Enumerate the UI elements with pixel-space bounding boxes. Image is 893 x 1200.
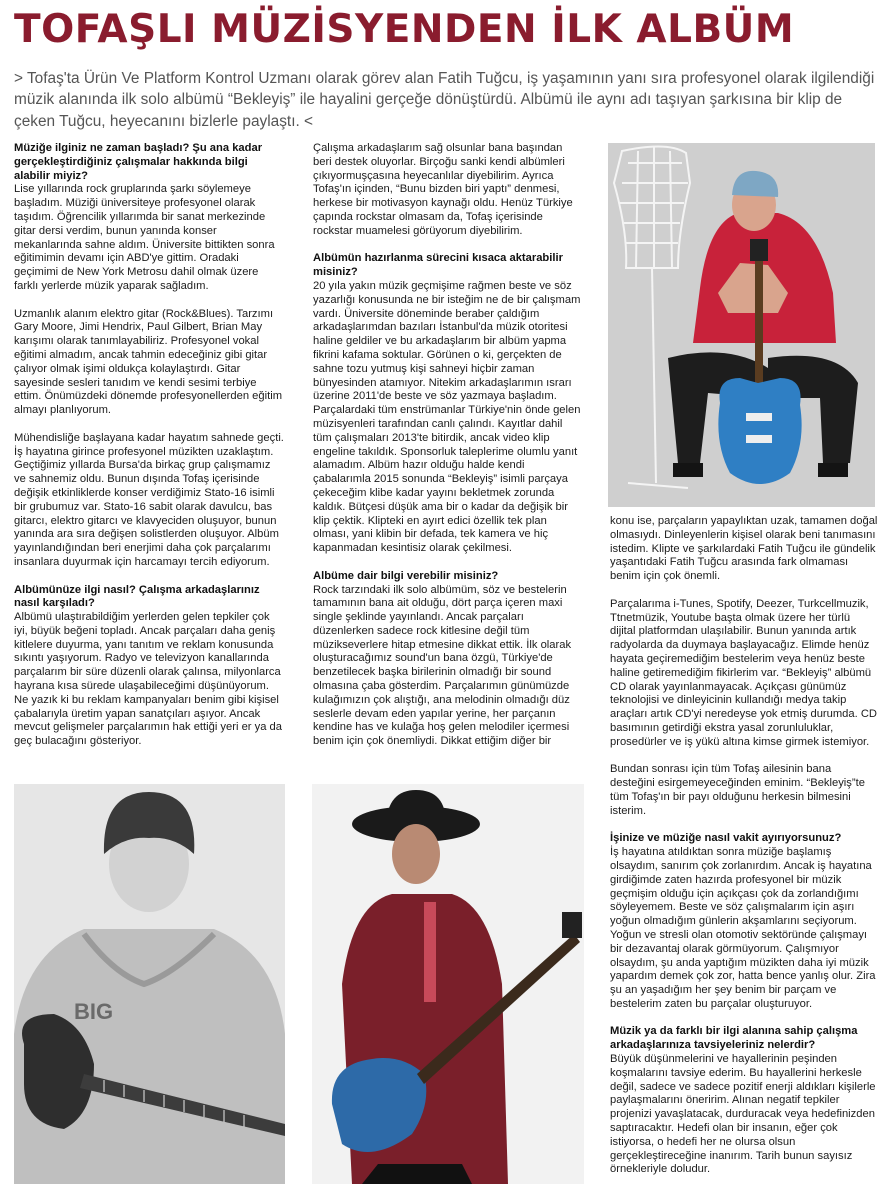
answer-paragraph: Parçalarıma i-Tunes, Spotify, Deezer, Turkcellmuzik, Ttnetmüzik, Youtube başta olmak üzere her türlü dijital platformdan ulaşılabilir. Bunun yanında artık radyolarda da duymaya başlayacağız. Elimde henüz hayata geçiremediğim bestelerim veya henüz beste haline getiremediğim fikirlerim var. “Bekleyiş” albümü CD olarak yayınlanmayacak. Açıkçası günümüz teknolojisi ve dinleyicinin kullandığı medya takip araçları artık CD'yi neredeyse yok etmiş durumda. CD basımının getirdiği ekstra yasal zorunluluklar, prosedürler ve iş yükü altına kimse girmek istemiyor.: [610, 597, 877, 748]
answer-paragraph: Lise yıllarında rock gruplarında şarkı söylemeye başladım. Müziği üniversiteye profesyonel olarak taşıdım. Öğrencilik yıllarımda bir sanat merkezinde gitar dersi verdim, bunun yanında konser mekanlarında sahne aldım. Üniversite bittikten sonra eğitimimin devamı için ABD'ye gittim. Oradaki geçimimi de New York Metrosu dahil olmak üzere farklı yerlerde müzik yaparak sağladım.: [14, 183, 275, 292]
question-heading: Albüme dair bilgi verebilir misiniz?: [313, 569, 499, 582]
article-title: TOFAŞLI MÜZİSYENDEN İLK ALBÜM: [14, 7, 795, 52]
answer-paragraph: Büyük düşünmelerini ve hayallerinin peşinden koşmalarını tavsiye ederim. Bu hayallerini herkesle değil, sadece ve sadece pozitif enerji aldıkları kişilerle paylaşmalarını öneririm. Alınan negatif tepkiler projenizi yavaşlatacak, durduracak veya hedefinizden saptıracaktır. Hedefi olan bir insanın, eğer çok istiyorsa, o hedefi her ne olursa olsun gerçekleştireceğine inanırım. Tarih bunun sayısız örnekleriyle doludur.: [610, 1053, 876, 1176]
answer-paragraph: Uzmanlık alanım elektro gitar (Rock&Blues). Tarzımı Gary Moore, Jimi Hendrix, Paul Gilbert, Brian May karışımı olarak tanımlayabiliriz. Profesyonel vokal eğitimi almadım, ancak tahmin edeceğiniz gibi gitar çalıyor olmak işimi oldukça kolaylaştırdı. Gitar sayesinde sesleri tanıdım ve kendi sesimi terbiye ettim. Önümüzdeki dönemde profesyonellerden eğitim almayı planlıyorum.: [14, 307, 283, 417]
musician-hat-illustration: [312, 784, 584, 1184]
answer-paragraph: Rock tarzındaki ilk solo albümüm, söz ve bestelerin tamamının bana ait olduğu, dört parça içeren maxi single şeklinde yayınlandı. Ancak parçaları düzenlerken sadece rock kitlesine değil tüm müzikseverlere hitap etmesine dikkat ettik. İlk olarak oluşturacağımız sound'un bana özgü, Türkiye'de benzetilecek başka birilerinin olmadığı bir sound olmasına çaba gösterdim. Parçalarımın günümüzde kulağımızın çok alıştığı, ana melodinin olmadığı düz seslerle devam eden yapılar yerine, her parçanın kendine has ve kulağa hoş gelen melodiler içermesi benim için çok önemliydi. Dikkat ettiğim diğer bir: [313, 583, 572, 748]
article-intro: > Tofaş'ta Ürün Ve Platform Kontrol Uzmanı olarak görev alan Fatih Tuğcu, iş yaşamının yanı sıra profesyonel olarak ilgilendiği müzik alanında ilk solo albümü “Bekleyiş” ile hayalini gerçeğe dönüştürdü. Albümü ile aynı adı taşıyan şarkısına bir klip de çeken Tuğcu, heyecanını bizlerle paylaştı. <: [14, 70, 875, 130]
answer-paragraph: Çalışma arkadaşlarım sağ olsunlar bana başından beri destek oluyorlar. Birçoğu sanki kendi albümleri çıkıyormuşçasına heyecanlılar diyebilirim. Ayrıca Tofaş'ın içinden, “Bunu bizden biri yaptı” denmesi, herkese bir motivasyon kaynağı oldu. Henüz Türkiye çapında rockstar olmasam da, Tofaş içerisinde rockstar muamelesi görüyorum diyebilirim.: [313, 142, 573, 237]
question-heading: Albümünüze ilgi nasıl? Çalışma arkadaşlarınız nasıl karşıladı?: [14, 583, 260, 610]
answer-paragraph: Bundan sonrası için tüm Tofaş ailesinin bana desteğini esirgemeyeceğinden eminim. “Bekleyiş”te tüm Tofaş'ın bir payı olduğunu herkesin bilmesini isterim.: [610, 763, 865, 817]
musician-hat-photo: [312, 784, 584, 1184]
column-middle: [313, 142, 583, 749]
answer-paragraph: İş hayatına atıldıktan sonra müziğe başlamış olsaydım, sanırım çok zorlanırdım. Ancak iş hayatına girdiğimde zaten hazırda profesyonel bir müzik geçmişim olduğu için açıkçası çok da zorlandığımı söyleyemem. Beste ve söz çalışmalarım için aşırı yoğun olmadığım günlerin akşamlarını seçiyorum. Yoğun ve stresli olan otomotiv sektöründe çalışmayı bir dezavantaj olarak görmüyorum. Çalışmıyor olsaydım, şu anda yaptığım müzikten daha iyi müzik yapardım demek çok zor, hatta bence yanlış olur. Zira şu an yaşadığım her şey benim bir parçam ve bestelerim zaten bu parçalar oluşturuyor.: [610, 846, 876, 1010]
musician-seated-photo: [608, 143, 875, 507]
musician-beanie-illustration: [14, 784, 285, 1184]
column-right: [610, 515, 878, 1177]
svg-text:BIG: BIG: [74, 999, 114, 1024]
answer-paragraph: konu ise, parçaların yapaylıktan uzak, tamamen doğal olmasıydı. Dinleyenlerin kişisel olarak beni tanımasını istedim. Klipte ve şarkılardaki Fatih Tuğcu ile gündelik yaşantıdaki Fatih Tuğcu arasında fark olmaması benim için çok önemli.: [610, 515, 878, 583]
question-heading: İşinize ve müziğe nasıl vakit ayırıyorsunuz?: [610, 832, 842, 845]
question-heading: Müziğe ilginiz ne zaman başladı? Şu ana kadar gerçekleştirdiğiniz çalışmalar hakkında bilgi alabilir miyiz?: [14, 142, 263, 182]
answer-paragraph: 20 yıla yakın müzik geçmişime rağmen beste ve söz yazarlığı konusunda ne bir isteğim ne de bir çalışmam vardı. Üniversite döneminde beraber çaldığım arkadaşlarımdan bazıları İstanbul'da müzik otoritesi haline geldiler ve bu arkadaşlarım bir albüm yapma fikrini kafama soktular. Görünen o ki, gerçekten de sahne tozu yutmuş kişi sahneyi hiçbir zaman bünyesinden atamıyor. Nitekim arkadaşlarımın ısrarı üzerine 2011'de beste ve söz yazmaya başladım. Parçalardaki tüm enstrümanlar Türkiye'nin önde gelen müzisyenleri tarafından canlı çalındı. Kayıtlar dahil tüm çalışmaları 2013'te bitirdik, ancak video klip engeline takıldık. Sponsorluk taleplerime olumlu yanıt alamadım. Albüm hazır olduğu halde kendi çabalarımla 2015 sonunda “Bekleyiş” isimli parçaya çekeceğim klibe kadar yayını bekletmek zorunda kaldık. Bütçesi düşük ama bir o kadar da değişik bir klip çektik. Klipteki en ayırt edici özellik tek plan olması, yani klibin bir defada, tek kamera ve hiç kapanmadan kesintisiz olarak çekilmesi.: [313, 279, 581, 555]
question-heading: Müzik ya da farklı bir ilgi alanına sahip çalışma arkadaşlarınıza tavsiyeleriniz nelerdir?: [610, 1025, 858, 1052]
musician-seated-illustration: [608, 143, 875, 507]
musician-beanie-photo: [14, 784, 285, 1184]
column-left: [14, 142, 284, 749]
answer-paragraph: Mühendisliğe başlayana kadar hayatım sahnede geçti. İş hayatına girince profesyonel müzikten uzaklaştım. Geçtiğimiz yıllarda Bursa'da birkaç grup çalışmamız ve sahnemiz oldu. Bunun dışında Tofaş içerisinde değişik etkinliklerde konser verdiğimiz Stato-16 isimli bir grubumuz var. Stato-16 sabit olarak davulcu, bas gitarcı, elektro gitarcı ve klavyeciden oluşuyor, bunun yanında ara sıra değişen solistlerden oluşuyor. Albüm yayınlandığından beri enerjimi daha çok parçalarımı insanlara duyurmak için harcamayı tercih ediyorum.: [14, 431, 284, 568]
question-heading: Albümün hazırlanma sürecini kısaca aktarabilir misiniz?: [313, 252, 563, 279]
answer-paragraph: Albümü ulaştırabildiğim yerlerden gelen tepkiler çok iyi, büyük beğeni topladı. Ancak parçaları daha geniş kitlelere duyurma, yanı tanıtım ve reklam konusunda sıkıntı yaşıyorum. Radyo ve televizyon kanallarında parçalarım bir süre düzenli olarak çalınsa, milyonlarca hayrana kısa sürede ulaşabileceğimi düşünüyorum. Ne yazık ki bu reklam kampanyaları benim gibi kişisel çabalarıyla üretim yapan sanatçıları aşıyor. Ancak mevcut gelişmeler parçalarımın hak ettiği yeri er ya da geç bulacağını gösteriyor.: [14, 611, 282, 748]
